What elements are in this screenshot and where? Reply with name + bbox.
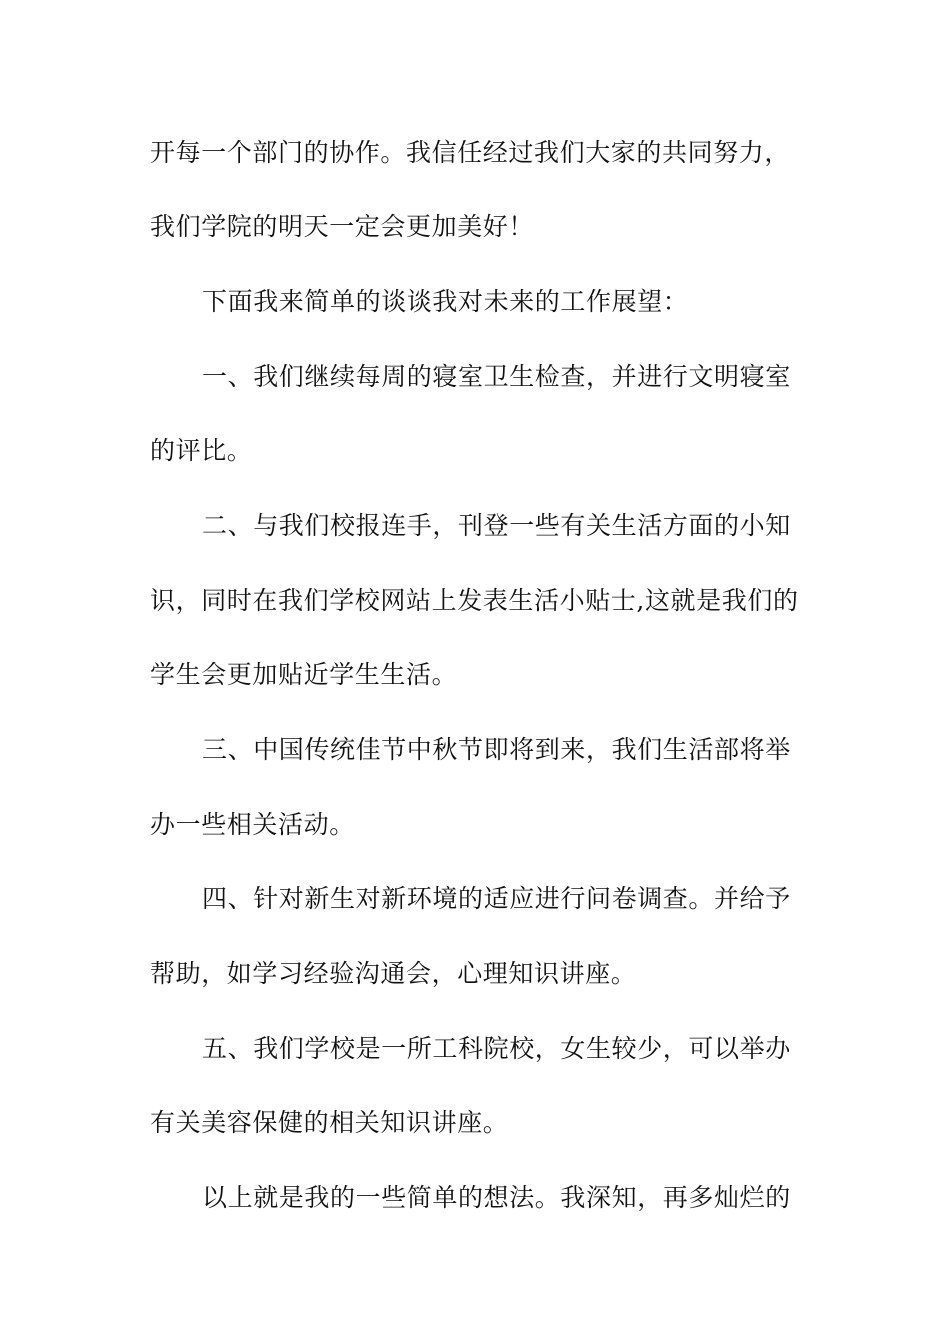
- text-line: 下面我来简单的谈谈我对未来的工作展望：: [202, 287, 689, 316]
- text-line: 开每一个部门的协作。我信任经过我们大家的共同努力，: [150, 138, 791, 167]
- text-line: 帮助，如学习经验沟通会，心理知识讲座。: [150, 959, 637, 988]
- text-line: 的评比。: [150, 436, 253, 465]
- text-line: 三、中国传统佳节中秋节即将到来，我们生活部将举: [202, 735, 791, 764]
- text-line: 学生会更加贴近学生生活。: [150, 660, 458, 689]
- text-line: 五、我们学校是一所工科院校，女生较少，可以举办: [202, 1034, 791, 1063]
- text-line: 以上就是我的一些简单的想法。我深知，再多灿烂的: [202, 1183, 791, 1212]
- text-line: 一、我们继续每周的寝室卫生检查，并进行文明寝室: [202, 362, 791, 391]
- text-line: 二、与我们校报连手，刊登一些有关生活方面的小知: [202, 511, 791, 540]
- text-line: 我们学院的明天一定会更加美好！: [150, 212, 535, 241]
- text-line: 四、针对新生对新环境的适应进行问卷调查。并给予: [202, 884, 791, 913]
- text-line: 有关美容保健的相关知识讲座。: [150, 1108, 509, 1137]
- text-line: 办一些相关活动。: [150, 810, 355, 839]
- text-line: 识，同时在我们学校网站上发表生活小贴士,这就是我们的: [150, 586, 799, 615]
